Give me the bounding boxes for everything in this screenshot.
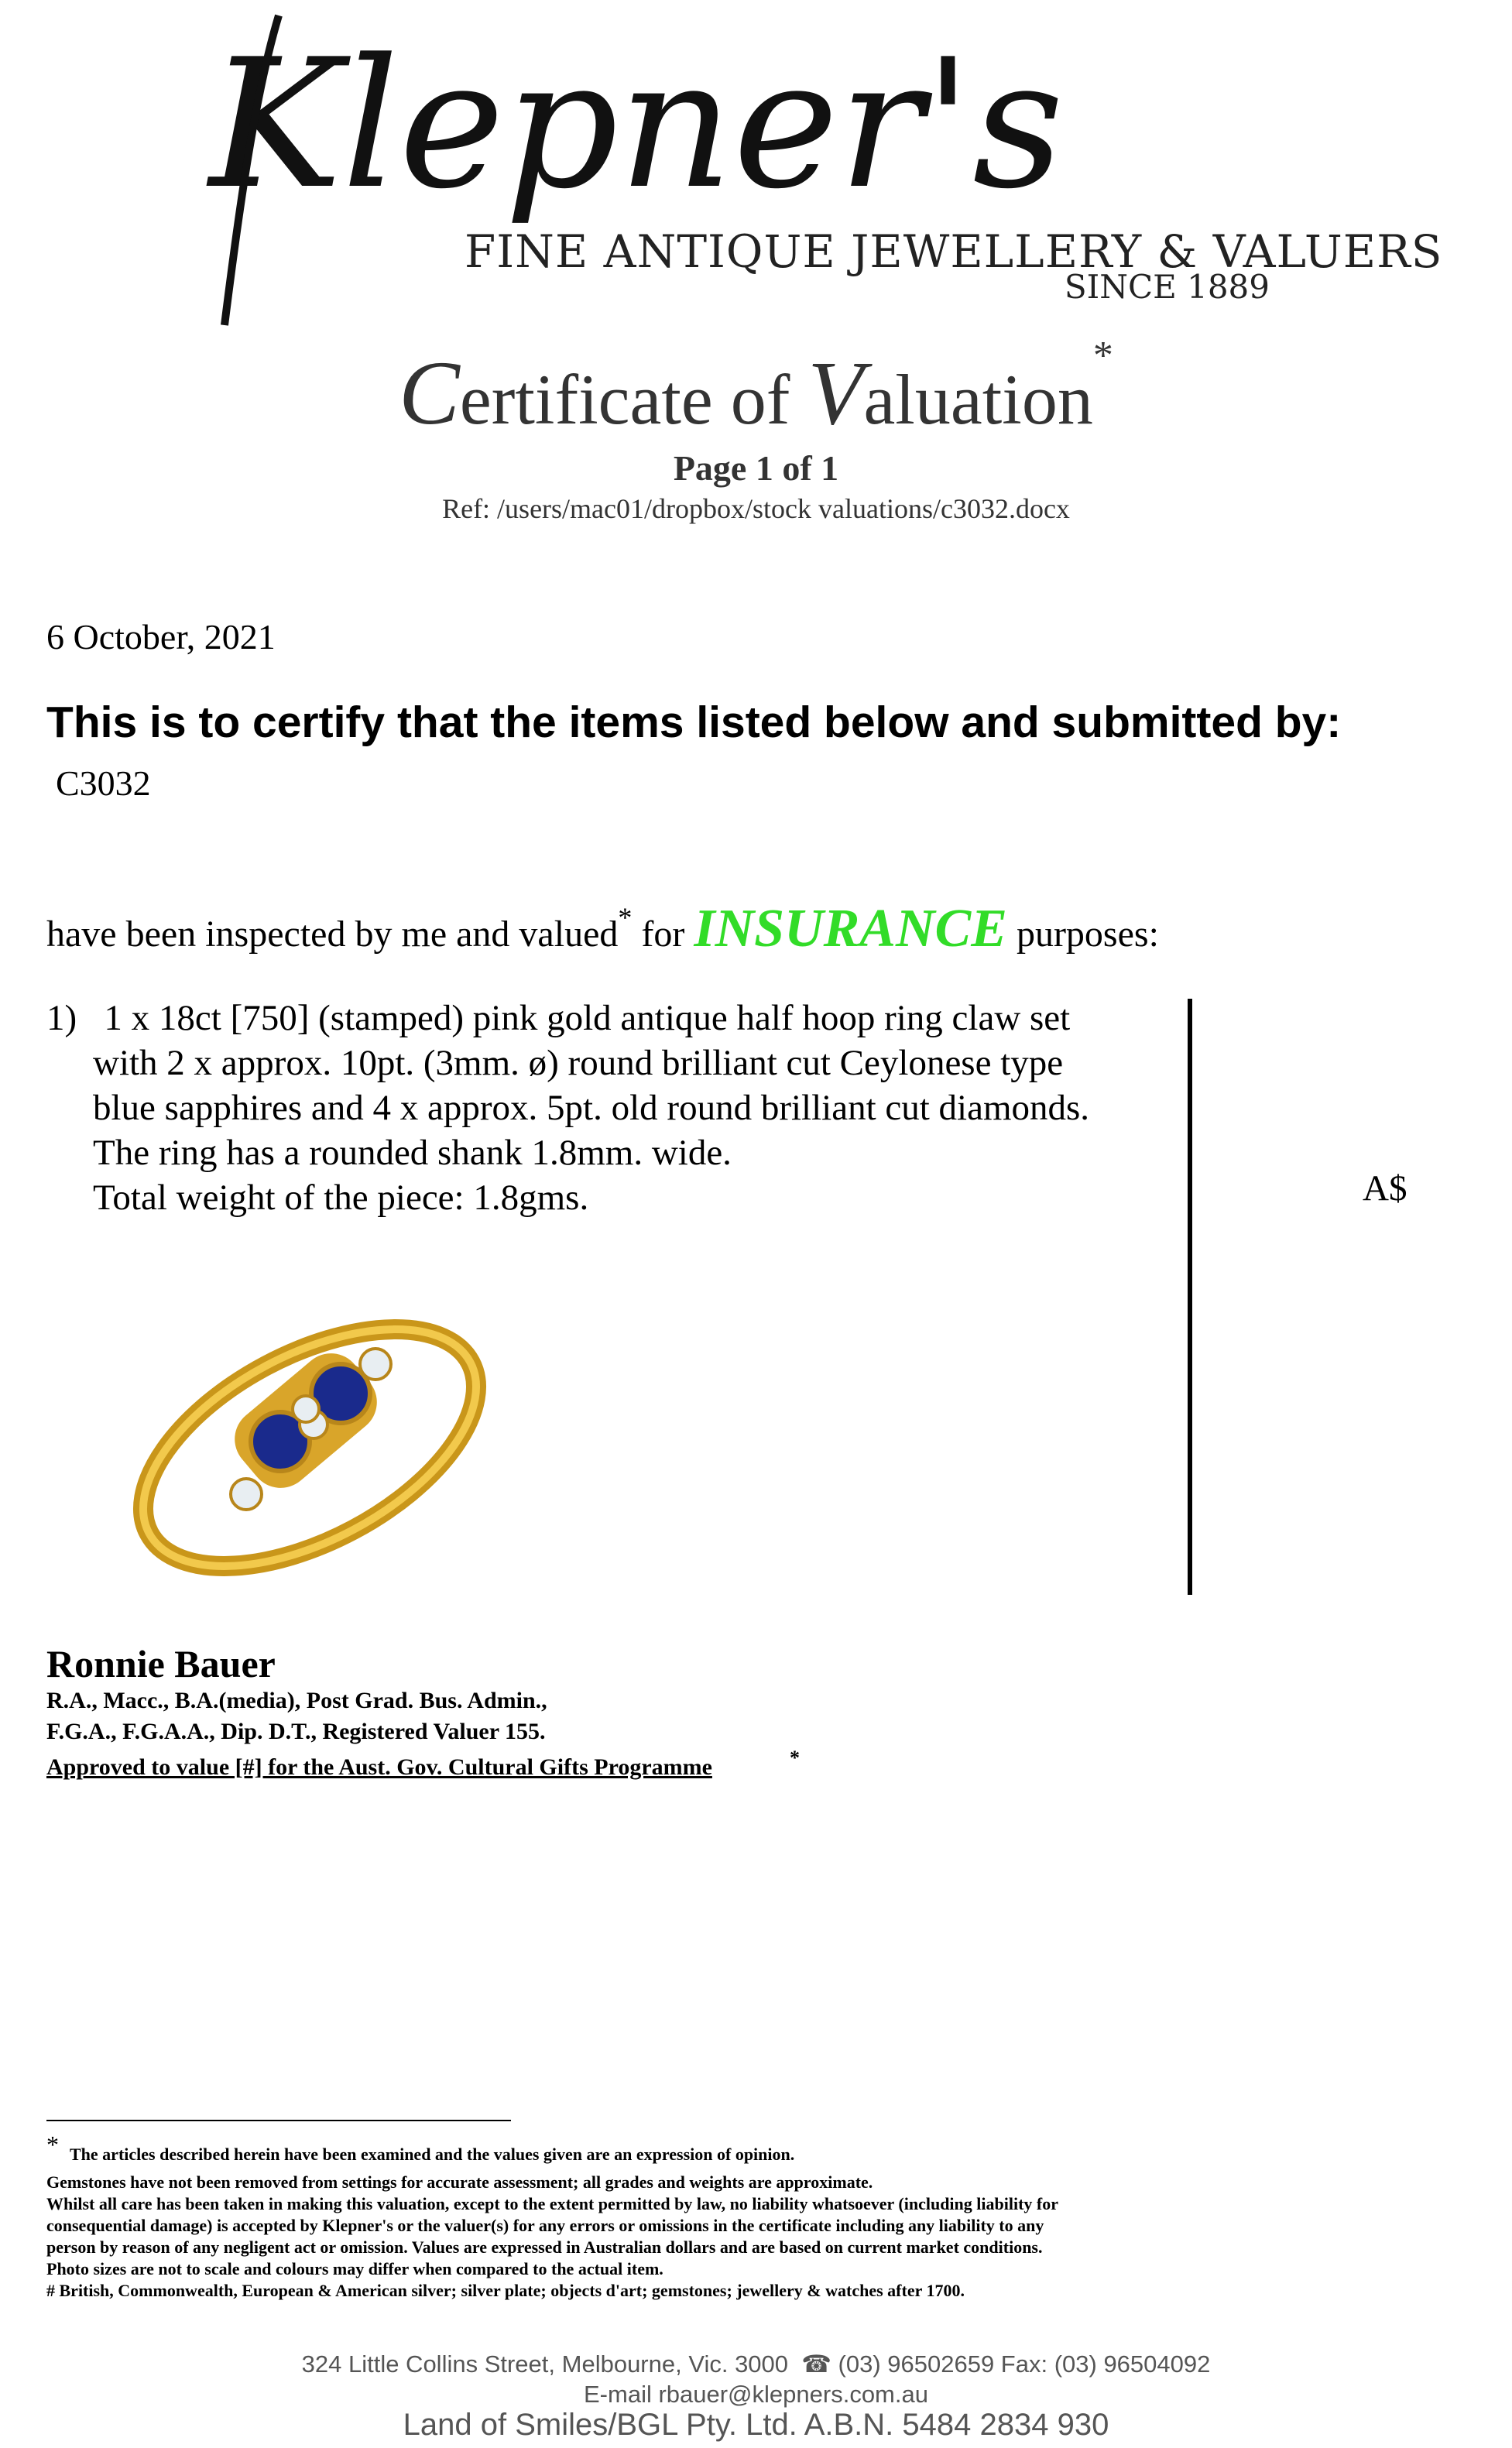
inspected-text: have been inspected by me and valued	[46, 914, 619, 955]
footnote-line: person by reason of any negligent act or omission. Values are expressed in Australian dollars and are based on current market conditions.	[46, 2237, 1043, 2257]
company-logo	[209, 0, 1443, 333]
inspected-for: for	[632, 914, 694, 955]
item-line-text: 1 x 18ct [750] (stamped) pink gold antique half hoop ring claw set	[104, 998, 1071, 1038]
approval-statement: Approved to value [#] for the Aust. Gov. Cultural Gifts Programme	[46, 1754, 712, 1780]
logo-script-name: Klepner's	[209, 22, 1065, 228]
footnote-line: consequential damage) is accepted by Klepner's or the valuer(s) for any errors or omissions in the certificate including any liability to any	[46, 2216, 1044, 2235]
phone-fax: (03) 96502659 Fax: (03) 96504092	[838, 2350, 1211, 2378]
footnote-line: Gemstones have not been removed from settings for accurate assessment; all grades and weights are approximate.	[46, 2172, 873, 2192]
inspection-statement	[46, 898, 1159, 960]
logo-tagline: FINE ANTIQUE JEWELLERY & VALUERS	[465, 225, 1443, 278]
purpose-insurance: INSURANCE	[694, 899, 1007, 958]
ring-photo	[116, 1277, 495, 1587]
item-line: The ring has a rounded shank 1.8mm. wide.	[93, 1133, 732, 1173]
title-asterisk: *	[1092, 334, 1113, 378]
certify-statement: This is to certify that the items listed below and submitted by:	[46, 698, 1342, 747]
item-line	[46, 996, 1192, 1041]
title-part-2: aluation	[863, 360, 1093, 439]
title-part-1: ertificate of	[459, 360, 808, 439]
reference-path: Ref: /users/mac01/dropbox/stock valuations/c3032.docx	[442, 493, 1070, 524]
page-title	[0, 334, 1512, 446]
item-line: with 2 x approx. 10pt. (3mm. ø) round brilliant cut Ceylonese type	[93, 1043, 1064, 1083]
title-initial-v: V	[807, 342, 864, 444]
street-address: 324 Little Collins Street, Melbourne, Vic. 3000	[301, 2350, 789, 2378]
title-initial-c: C	[399, 342, 460, 444]
inspected-asterisk: *	[618, 902, 633, 933]
footnote-divider	[46, 2120, 511, 2121]
certificate-date: 6 October, 2021	[46, 617, 276, 657]
valuer-credentials-2: F.G.A., F.G.A.A., Dip. D.T., Registered Valuer 155.	[46, 1719, 546, 1744]
company-abn: Land of Smiles/BGL Pty. Ltd. A.B.N. 5484 2834 930	[403, 2408, 1109, 2442]
phone-icon: ☎	[801, 2350, 831, 2378]
submitter-id: C3032	[56, 763, 151, 803]
approval-asterisk: *	[790, 1747, 800, 1769]
ring-illustration	[116, 1277, 495, 1587]
footnote-line: The articles described herein have been examined and the values given are an expression of opinion.	[70, 2145, 795, 2164]
item-line: blue sapphires and 4 x approx. 5pt. old round brilliant cut diamonds.	[93, 1088, 1090, 1128]
footnote-asterisk: *	[46, 2131, 59, 2158]
logo-since: SINCE 1889	[1064, 268, 1270, 306]
inspected-post: purposes:	[1006, 914, 1159, 955]
footnote-line: Whilst all care has been taken in making this valuation, except to the extent permitted by law, no liability whatsoever (including liability for	[46, 2194, 1058, 2213]
valuer-credentials-1: R.A., Macc., B.A.(media), Post Grad. Bus. Admin.,	[46, 1688, 547, 1713]
logo-graphic	[209, 0, 1443, 333]
contact-address	[0, 2350, 1512, 2378]
item-number: 1)	[46, 998, 77, 1038]
item-line: Total weight of the piece: 1.8gms.	[93, 1178, 589, 1218]
page-number: Page 1 of 1	[673, 448, 839, 488]
item-description	[46, 996, 1192, 1220]
valuer-name: Ronnie Bauer	[46, 1642, 276, 1685]
footnote-line: # British, Commonwealth, European & American silver; silver plate; objects d'art; gemstones; jewellery & watches after 1700.	[46, 2281, 965, 2300]
contact-email: E-mail rbauer@klepners.com.au	[584, 2381, 928, 2408]
currency-label: A$	[1363, 1168, 1407, 1209]
footnote-line: Photo sizes are not to scale and colours may differ when compared to the actual item.	[46, 2259, 663, 2278]
value-column-divider	[1188, 999, 1192, 1595]
